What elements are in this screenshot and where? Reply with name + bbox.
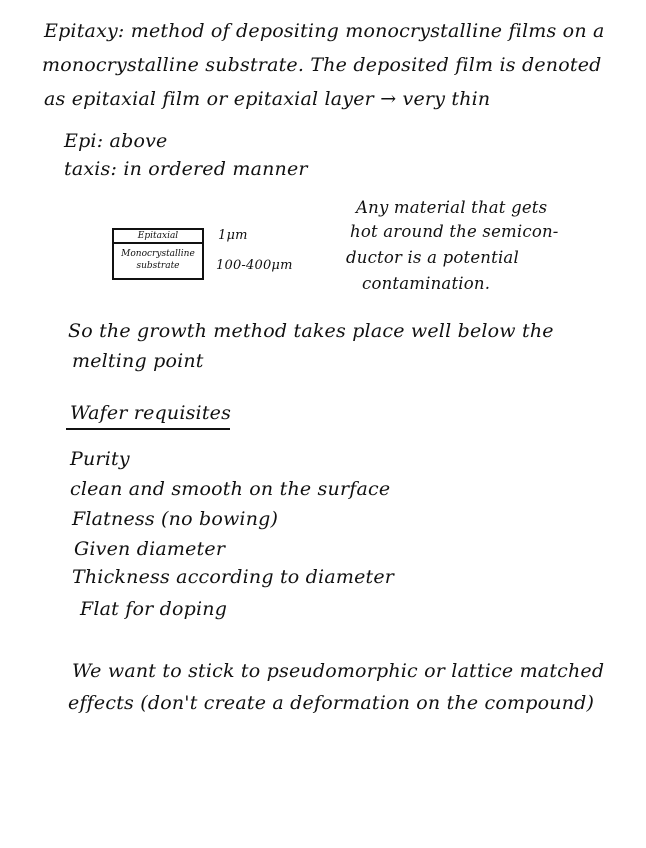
etymology-epi: Epi: above (64, 130, 168, 152)
conclusion-line-1: We want to stick to pseudomorphic or lattice matched (72, 660, 605, 682)
intro-line-3: as epitaxial film or epitaxial layer → very thin (44, 88, 491, 110)
requisite-item: Given diameter (74, 538, 226, 560)
side-note-line-4: contamination. (362, 274, 491, 293)
requisite-item: Purity (70, 448, 130, 470)
layer-diagram (112, 228, 204, 280)
intro-line-2: monocrystalline substrate. The deposited film is denoted (42, 54, 602, 76)
diagram-substrate-label-2: substrate (136, 261, 180, 271)
side-note-line-2: hot around the semicon- (350, 222, 559, 241)
diagram-top-thickness: 1μm (218, 228, 248, 243)
side-note-line-1: Any material that gets (356, 198, 548, 217)
requisites-heading-underline (66, 428, 230, 430)
diagram-substrate-label-1: Monocrystalline (121, 249, 195, 259)
intro-line-1: Epitaxy: method of depositing monocrystalline films on a (44, 20, 605, 42)
diagram-epitaxial-layer: Epitaxial (114, 230, 202, 244)
requisite-item: Thickness according to diameter (72, 566, 395, 588)
requisite-item: clean and smooth on the surface (70, 478, 391, 500)
side-note-line-3: ductor is a potential (346, 248, 519, 267)
growth-line-2: melting point (72, 350, 204, 372)
diagram-substrate (114, 244, 202, 278)
requisite-item: Flat for doping (80, 598, 228, 620)
requisite-item: Flatness (no bowing) (72, 508, 279, 530)
diagram-substrate-thickness: 100-400μm (216, 258, 293, 273)
growth-line-1: So the growth method takes place well below the (68, 320, 554, 342)
etymology-taxis: taxis: in ordered manner (64, 158, 308, 180)
requisites-heading: Wafer requisites (70, 402, 232, 424)
conclusion-line-2: effects (don't create a deformation on the compound) (68, 692, 595, 714)
